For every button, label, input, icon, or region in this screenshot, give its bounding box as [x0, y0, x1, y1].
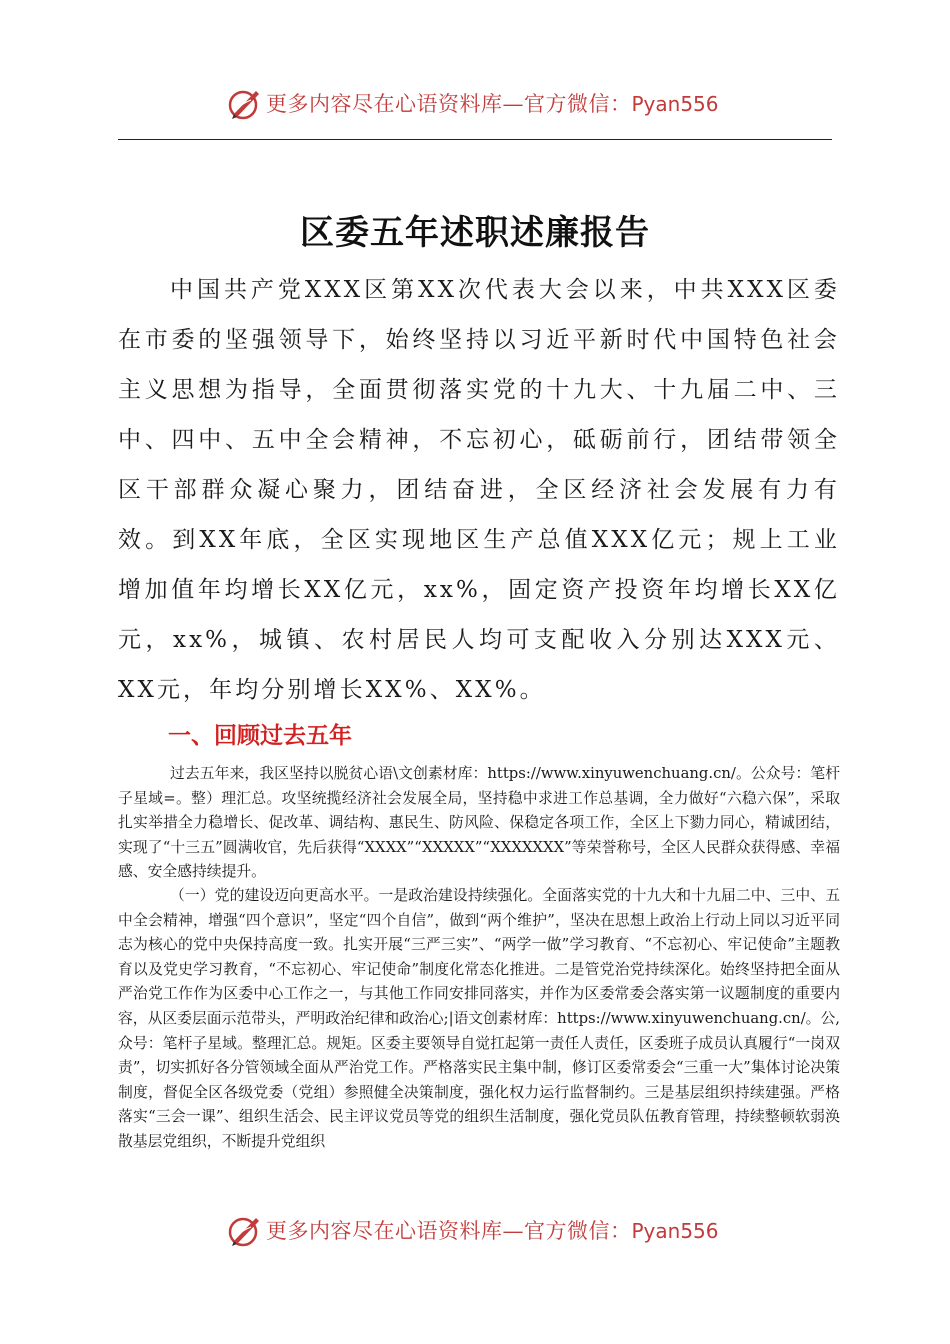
watermark-text: 更多内容尽在心语资料库—官方微信：Pyan556: [266, 92, 719, 116]
footer-watermark: [0, 1211, 950, 1251]
pen-quill-logo-icon: [226, 86, 264, 122]
watermark-text: 更多内容尽在心语资料库—官方微信：Pyan556: [266, 1219, 719, 1243]
watermark-wechat-id: Pyan556: [631, 1219, 719, 1243]
body-paragraph-2: （一）党的建设迈向更高水平。一是政治建设持续强化。全面落实党的十九大和十九届二中、三中、五中全会精神，增强“四个意识”，坚定“四个自信”，做到“两个维护”，坚决在思想上政治上行动上同以习近平同志为核心的党中央保持高度一致。扎实开展“三严三实”、“两学一做”学习教育、“不忘初心、牢记使命”主题教育以及党史学习教育，“不忘初心、牢记使命”制度化常态化推进。二是管党治党持续深化。始终坚持把全面从严治党工作作为区委中心工作之一，与其他工作同安排同落实，并作为区委常委会落实第一议题制度的重要内容，从区委层面示范带头，严明政治纪律和政治心;|语文创素材库：https://www.xinyuwenchuang.cn/。公,众号：笔杆子星域。整理汇总。规矩。区委主要领导自觉扛起第一责任人责任，区委班子成员认真履行“一岗双责”，切实抓好各分管领域全面从严治党工作。严格落实民主集中制，修订区委常委会“三重一大”集体讨论决策制度，督促全区各级党委（党组）参照健全决策制度，强化权力运行监督制约。三是基层组织持续建强。严格落实“三会一课”、组织生活会、民主评议党员等党的组织生活制度，强化党员队伍教育管理，持续整顿软弱涣散基层党组织，不断提升党组织: [118, 887, 840, 1150]
header-watermark: [0, 84, 950, 124]
pen-quill-logo-icon: [226, 1213, 264, 1249]
document-title: 区委五年述职述廉报告: [300, 212, 650, 253]
section-heading-review: 一、回顾过去五年: [168, 723, 352, 749]
intro-paragraph: 中国共产党XXX区第XX次代表大会以来，中共XXX区委在市委的坚强领导下，始终坚持以习近平新时代中国特色社会主义思想为指导，全面贯彻落实党的十九大、十九届二中、三中、四中、五中全会精神，不忘初心，砥砺前行，团结带领全区干部群众凝心聚力，团结奋进，全区经济社会发展有力有效。到XX年底，全区实现地区生产总值XXX亿元；规上工业增加值年均增长XX亿元，xx%，固定资产投资年均增长XX亿元，xx%，城镇、农村居民人均可支配收入分别达XXX元、XX元，年均分别增长XX%、XX%。: [118, 277, 840, 703]
watermark-wechat-id: Pyan556: [631, 92, 719, 116]
body-paragraph-1: 过去五年来，我区坚持以脱贫心语\文创素材库：https://www.xinyuwenchuang.cn/。公众号：笔杆子星域=。整）理汇总。攻坚统揽经济社会发展全局，坚持稳中求进工作总基调，全力做好“六稳六保”，采取扎实举措全力稳增长、促改革、调结构、惠民生、防风险、保稳定各项工作，全区上下勠力同心，精诚团结，实现了“十三五”圆满收官，先后获得“XXXX”“XXXXX”“XXXXXXX”等荣誉称号，全区人民群众获得感、幸福感、安全感持续提升。: [118, 765, 840, 881]
header-rule: [118, 139, 832, 140]
